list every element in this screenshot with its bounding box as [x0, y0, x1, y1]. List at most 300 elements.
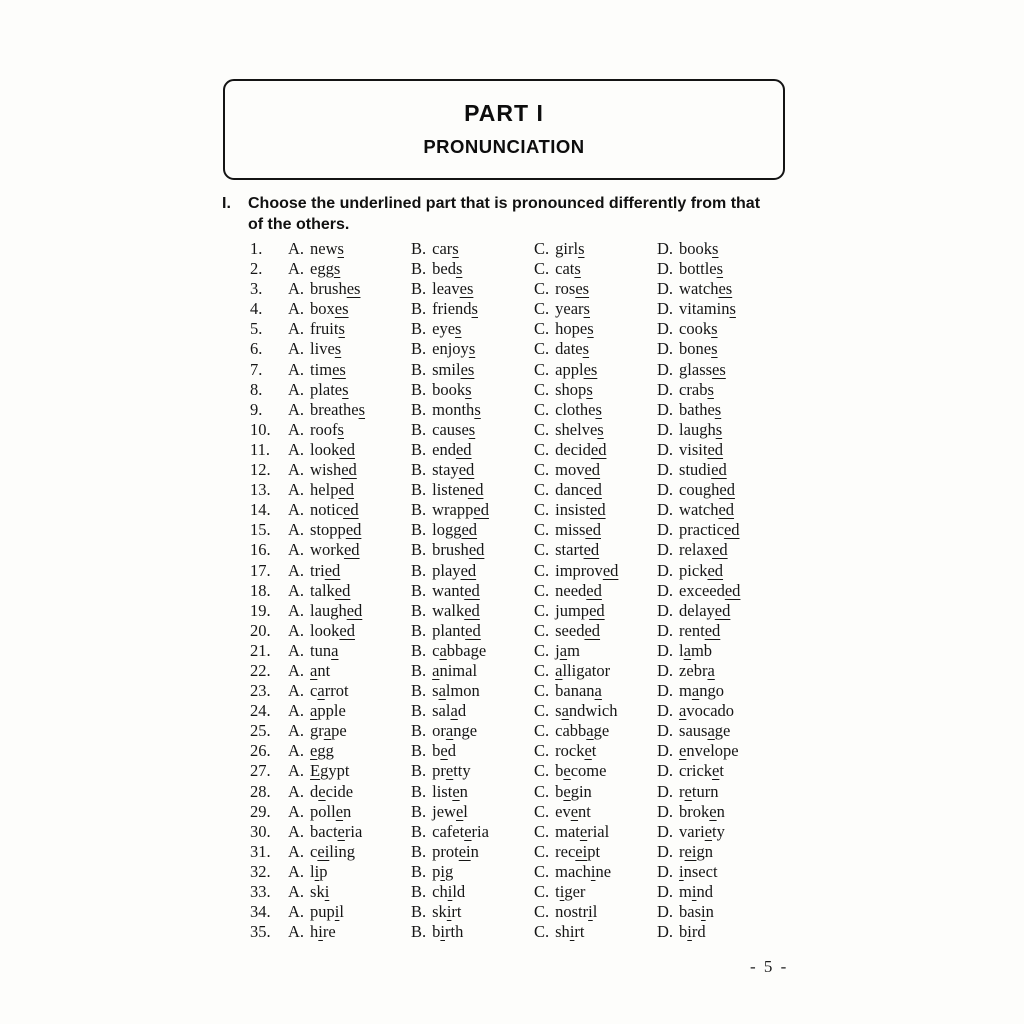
- option-word: zebra: [679, 660, 715, 680]
- option-word: worked: [310, 540, 360, 560]
- option-word: boxes: [310, 299, 349, 319]
- question-number: 24.: [250, 701, 271, 721]
- option-label: D.: [657, 359, 674, 379]
- option-word: cabbage: [432, 640, 487, 660]
- option-word: hopes: [555, 319, 594, 339]
- underlined-segment: e: [455, 801, 464, 821]
- underlined-segment: ed: [589, 600, 605, 620]
- option-word: rocket: [555, 741, 597, 761]
- option-label: B.: [411, 540, 427, 560]
- option: [534, 741, 657, 761]
- underlined-segment: ed: [586, 480, 602, 500]
- section-title: PRONUNCIATION: [423, 136, 585, 157]
- question-row: [250, 922, 810, 942]
- option: [288, 520, 411, 540]
- underlined-segment: s: [586, 379, 593, 399]
- option-word: roofs: [310, 419, 344, 439]
- question-row: [250, 400, 810, 420]
- option-label: C.: [534, 399, 550, 419]
- underlined-segment: a: [691, 681, 700, 701]
- option-label: B.: [411, 279, 427, 299]
- option-label: C.: [534, 419, 550, 439]
- option: [534, 259, 657, 279]
- option-word: eggs: [310, 259, 341, 279]
- option-label: D.: [657, 319, 674, 339]
- option-word: sausage: [679, 721, 731, 741]
- option: [288, 802, 411, 822]
- question-row: [250, 761, 810, 781]
- option-word: times: [310, 359, 346, 379]
- option: [288, 279, 411, 299]
- option-word: protein: [432, 841, 479, 861]
- option-label: D.: [657, 761, 674, 781]
- option-label: C.: [534, 741, 550, 761]
- option: [288, 641, 411, 661]
- option: [411, 540, 534, 560]
- option-label: D.: [657, 741, 674, 761]
- option-word: years: [555, 299, 590, 319]
- option-word: cricket: [679, 761, 724, 781]
- option: [534, 761, 657, 781]
- option-label: D.: [657, 600, 674, 620]
- question-number: 2.: [250, 259, 263, 279]
- option: [411, 721, 534, 741]
- option-label: B.: [411, 701, 427, 721]
- option: [657, 862, 780, 882]
- option: [534, 802, 657, 822]
- underlined-segment: s: [715, 419, 723, 439]
- underlined-segment: ed: [341, 460, 357, 480]
- underlined-segment: a: [323, 721, 332, 741]
- option: [657, 259, 780, 279]
- underlined-segment: i: [318, 922, 323, 942]
- option-label: D.: [657, 259, 674, 279]
- question-number: 22.: [250, 660, 271, 680]
- underlined-segment: ed: [460, 560, 477, 580]
- underlined-segment: ed: [584, 460, 601, 480]
- option-label: D.: [657, 279, 674, 299]
- option: [534, 621, 657, 641]
- option: [411, 862, 534, 882]
- option: [411, 279, 534, 299]
- option: [288, 621, 411, 641]
- underlined-segment: i: [569, 922, 575, 942]
- option-label: B.: [411, 882, 427, 901]
- question-number: 34.: [250, 902, 271, 922]
- underlined-segment: s: [711, 339, 718, 359]
- option: [411, 500, 534, 520]
- option-label: C.: [534, 640, 550, 660]
- option-label: B.: [411, 299, 427, 319]
- underlined-segment: s: [358, 399, 366, 419]
- question-number: 17.: [250, 560, 271, 580]
- question-number: 33.: [250, 882, 271, 901]
- option-label: B.: [411, 339, 427, 359]
- option-word: friends: [432, 299, 478, 319]
- option: [288, 420, 411, 440]
- option-label: C.: [534, 540, 550, 560]
- underlined-segment: a: [438, 681, 446, 701]
- underlined-segment: a: [445, 721, 454, 741]
- option: [411, 561, 534, 581]
- option-label: B.: [411, 681, 427, 701]
- option: [411, 641, 534, 661]
- underlined-segment: s: [337, 239, 344, 258]
- option: [288, 319, 411, 339]
- underlined-segment: e: [452, 781, 460, 801]
- option: [534, 721, 657, 741]
- option: [534, 902, 657, 922]
- option: [534, 480, 657, 500]
- option-label: A.: [288, 922, 305, 942]
- question-number: 12.: [250, 460, 271, 480]
- option-label: A.: [288, 781, 305, 801]
- underlined-segment: a: [683, 640, 691, 660]
- option-label: A.: [288, 560, 305, 580]
- option-label: D.: [657, 801, 674, 821]
- option: [288, 882, 411, 902]
- underlined-segment: es: [575, 279, 590, 299]
- option-word: wrapped: [432, 500, 489, 520]
- option-label: B.: [411, 520, 427, 540]
- underlined-segment: i: [691, 882, 697, 901]
- option-word: roses: [555, 279, 590, 299]
- question-row: [250, 782, 810, 802]
- underlined-segment: ed: [464, 600, 480, 620]
- option: [411, 842, 534, 862]
- option-label: A.: [288, 279, 305, 299]
- option-word: helped: [310, 480, 355, 500]
- option: [411, 902, 534, 922]
- underlined-segment: ed: [584, 620, 601, 640]
- option: [534, 882, 657, 902]
- option-word: sandwich: [555, 701, 618, 721]
- option-label: B.: [411, 660, 427, 680]
- option-label: C.: [534, 821, 550, 841]
- option-label: D.: [657, 922, 674, 942]
- option-label: A.: [288, 439, 305, 459]
- option-label: B.: [411, 761, 427, 781]
- option-label: A.: [288, 319, 305, 339]
- option-word: egg: [310, 741, 334, 761]
- question-row: [250, 279, 810, 299]
- option: [411, 420, 534, 440]
- option-label: C.: [534, 781, 550, 801]
- question-number: 20.: [250, 620, 271, 640]
- option-word: fruits: [310, 319, 345, 339]
- option-word: bed: [432, 741, 456, 761]
- question-row: [250, 561, 810, 581]
- option-label: C.: [534, 520, 550, 540]
- option-word: practiced: [679, 520, 740, 540]
- option-word: event: [555, 801, 591, 821]
- option: [288, 581, 411, 601]
- option: [411, 802, 534, 822]
- underlined-segment: s: [455, 319, 462, 339]
- underlined-segment: ed: [464, 580, 480, 600]
- underlined-segment: ed: [473, 500, 489, 520]
- option-label: B.: [411, 922, 427, 942]
- option-label: B.: [411, 861, 427, 881]
- option: [288, 480, 411, 500]
- underlined-segment: a: [317, 681, 325, 701]
- question-row: [250, 621, 810, 641]
- option-label: A.: [288, 620, 305, 640]
- option: [657, 902, 780, 922]
- option-label: B.: [411, 560, 427, 580]
- part-title: PART I: [464, 100, 544, 126]
- option-word: dates: [555, 339, 590, 359]
- option-label: D.: [657, 339, 674, 359]
- underlined-segment: ed: [334, 580, 351, 600]
- underlined-segment: s: [455, 259, 463, 279]
- option-word: apples: [555, 359, 598, 379]
- option: [534, 701, 657, 721]
- option-label: B.: [411, 600, 427, 620]
- option-word: played: [432, 560, 477, 580]
- option: [411, 681, 534, 701]
- option-label: C.: [534, 681, 550, 701]
- option-word: salmon: [432, 681, 480, 701]
- option: [411, 319, 534, 339]
- option-word: seeded: [555, 620, 601, 640]
- underlined-segment: ei: [458, 841, 471, 861]
- option: [411, 259, 534, 279]
- question-row: [250, 360, 810, 380]
- option: [288, 299, 411, 319]
- option: [411, 339, 534, 359]
- option-label: C.: [534, 701, 550, 721]
- underlined-segment: ed: [324, 560, 341, 580]
- option: [534, 520, 657, 540]
- option-word: laughs: [679, 419, 723, 439]
- question-row: [250, 339, 810, 359]
- option-word: avocado: [679, 701, 735, 721]
- option-word: clothes: [555, 399, 602, 419]
- option: [657, 641, 780, 661]
- option-word: decided: [555, 439, 607, 459]
- option-word: lamb: [679, 640, 713, 660]
- option-label: B.: [411, 439, 427, 459]
- option: [534, 299, 657, 319]
- underlined-segment: i: [314, 861, 320, 881]
- underlined-segment: e: [584, 741, 592, 761]
- option-word: glasses: [679, 359, 726, 379]
- underlined-segment: ed: [724, 580, 741, 600]
- option: [534, 601, 657, 621]
- underlined-segment: a: [679, 701, 687, 721]
- question-row: [250, 460, 810, 480]
- option-word: breathes: [310, 399, 366, 419]
- question-number: 5.: [250, 319, 263, 339]
- option-word: pig: [432, 861, 454, 881]
- option-label: C.: [534, 660, 550, 680]
- option: [411, 761, 534, 781]
- option-label: C.: [534, 560, 550, 580]
- underlined-segment: a: [450, 701, 458, 721]
- question-row: [250, 701, 810, 721]
- option-label: C.: [534, 600, 550, 620]
- option-label: D.: [657, 640, 674, 660]
- question-row: [250, 319, 810, 339]
- option-word: pretty: [432, 761, 471, 781]
- option-word: ski: [310, 882, 330, 901]
- question-row: [250, 822, 810, 842]
- instruction-line-2: of the others.: [248, 216, 350, 233]
- underlined-segment: ed: [586, 580, 602, 600]
- option-word: shirt: [555, 922, 585, 942]
- option: [657, 782, 780, 802]
- option-word: visited: [679, 439, 724, 459]
- option: [657, 581, 780, 601]
- underlined-segment: i: [447, 882, 453, 901]
- question-number: 19.: [250, 600, 271, 620]
- option-word: bacteria: [310, 821, 363, 841]
- option: [534, 460, 657, 480]
- underlined-segment: i: [559, 882, 565, 901]
- option-label: A.: [288, 841, 305, 861]
- option-word: books: [679, 239, 719, 258]
- option: [411, 782, 534, 802]
- option-label: D.: [657, 520, 674, 540]
- option-label: D.: [657, 721, 674, 741]
- question-number: 1.: [250, 239, 263, 258]
- option-word: causes: [432, 419, 476, 439]
- question-number: 11.: [250, 439, 271, 459]
- option-word: birth: [432, 922, 464, 942]
- underlined-segment: s: [595, 399, 602, 419]
- question-row: [250, 741, 810, 761]
- question-row: [250, 842, 810, 862]
- option-label: B.: [411, 620, 427, 640]
- question-number: 10.: [250, 419, 271, 439]
- option-word: picked: [679, 560, 724, 580]
- underlined-segment: ei: [317, 841, 330, 861]
- option: [411, 480, 534, 500]
- option-word: bathes: [679, 399, 722, 419]
- underlined-segment: s: [337, 419, 344, 439]
- underlined-segment: ed: [707, 439, 724, 459]
- option-label: A.: [288, 419, 305, 439]
- underlined-segment: ed: [338, 480, 355, 500]
- option-label: B.: [411, 902, 427, 922]
- option: [657, 802, 780, 822]
- option-label: C.: [534, 902, 550, 922]
- question-row: [250, 520, 810, 540]
- underlined-segment: es: [583, 359, 598, 379]
- question-row: [250, 581, 810, 601]
- option: [657, 882, 780, 902]
- underlined-segment: e: [709, 801, 717, 821]
- option: [288, 842, 411, 862]
- option: [288, 380, 411, 400]
- option-word: tiger: [555, 882, 586, 901]
- question-row: [250, 440, 810, 460]
- option-label: B.: [411, 460, 427, 480]
- option-word: started: [555, 540, 600, 560]
- underlined-segment: i: [334, 902, 340, 922]
- question-row: [250, 239, 810, 259]
- option-label: D.: [657, 620, 674, 640]
- option: [657, 380, 780, 400]
- option: [657, 540, 780, 560]
- option-label: A.: [288, 460, 305, 480]
- option: [657, 721, 780, 741]
- option-label: C.: [534, 359, 550, 379]
- question-row: [250, 902, 810, 922]
- option: [657, 360, 780, 380]
- option: [411, 460, 534, 480]
- option: [534, 842, 657, 862]
- option: [657, 520, 780, 540]
- option: [411, 239, 534, 259]
- question-number: 30.: [250, 821, 271, 841]
- underlined-segment: s: [452, 239, 459, 258]
- underlined-segment: ed: [718, 500, 735, 520]
- option: [288, 360, 411, 380]
- option-label: D.: [657, 379, 674, 399]
- question-number: 14.: [250, 500, 271, 520]
- underlined-segment: es: [332, 359, 346, 379]
- option-label: A.: [288, 480, 305, 500]
- underlined-segment: e: [337, 821, 345, 841]
- option: [411, 581, 534, 601]
- option-word: banana: [555, 681, 602, 701]
- option-label: D.: [657, 781, 674, 801]
- underlined-segment: a: [310, 660, 318, 680]
- option-word: receipt: [555, 841, 601, 861]
- option-label: C.: [534, 239, 550, 258]
- question-row: [250, 540, 810, 560]
- option-word: looked: [310, 439, 355, 459]
- question-row: [250, 259, 810, 279]
- option: [288, 701, 411, 721]
- underlined-segment: e: [445, 761, 454, 781]
- option-label: A.: [288, 681, 305, 701]
- option-label: D.: [657, 861, 674, 881]
- option: [288, 822, 411, 842]
- underlined-segment: ed: [467, 480, 484, 500]
- option-label: D.: [657, 660, 674, 680]
- option-label: B.: [411, 781, 427, 801]
- underlined-segment: s: [707, 379, 714, 399]
- option-word: insisted: [555, 500, 606, 520]
- underlined-segment: s: [582, 339, 590, 359]
- question-number: 35.: [250, 922, 271, 942]
- option-label: D.: [657, 681, 674, 701]
- option: [288, 922, 411, 942]
- option-word: animal: [432, 660, 478, 680]
- underlined-segment: i: [701, 902, 706, 922]
- underlined-segment: e: [335, 801, 344, 821]
- option-label: A.: [288, 902, 305, 922]
- option-word: improved: [555, 560, 619, 580]
- option: [657, 460, 780, 480]
- option-word: plates: [310, 379, 349, 399]
- option: [657, 922, 780, 942]
- underlined-segment: s: [716, 259, 724, 279]
- underlined-segment: e: [440, 741, 448, 761]
- question-row: [250, 882, 810, 902]
- option-label: B.: [411, 741, 427, 761]
- question-row: [250, 420, 810, 440]
- option-label: C.: [534, 580, 550, 600]
- option: [657, 440, 780, 460]
- option-word: insect: [679, 861, 718, 881]
- option-word: ceiling: [310, 841, 355, 861]
- option-word: cars: [432, 239, 459, 258]
- question-number: 6.: [250, 339, 263, 359]
